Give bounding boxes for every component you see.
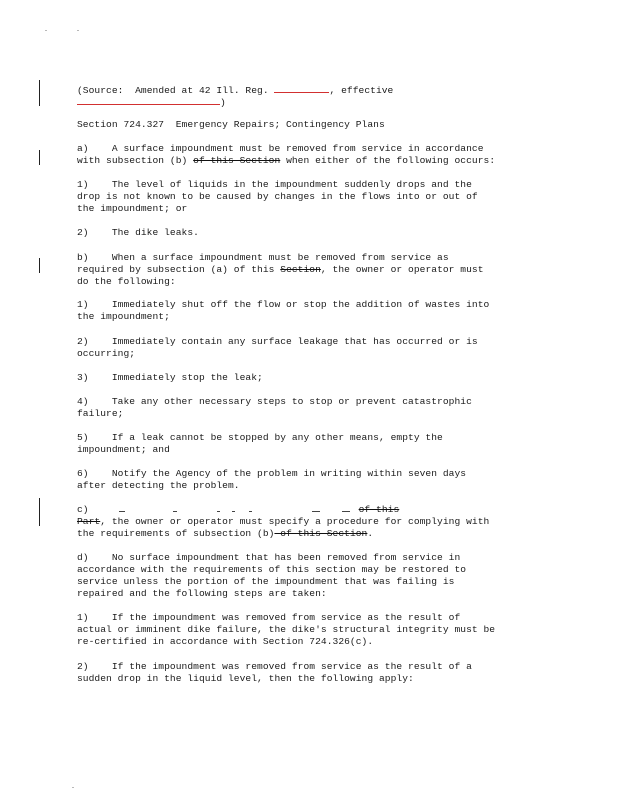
para-b4-line2: failure; <box>77 408 124 419</box>
para-c-label: c) <box>77 504 89 515</box>
para-a1-line1: 1) The level of liquids in the impoundment suddenly drops and the <box>77 179 472 190</box>
para-a2-line1: 2) The dike leaks. <box>77 227 199 238</box>
faded-mark <box>173 505 177 512</box>
change-bar <box>39 80 40 106</box>
para-c-line1 <box>77 504 399 516</box>
source-label: (Source: <box>77 85 124 96</box>
struck-text: of this Section <box>274 528 368 539</box>
para-c-text-pre: the requirements of subsection (b) <box>77 528 275 539</box>
para-a1-line3: the impoundment; or <box>77 203 188 214</box>
para-c-line3 <box>77 528 373 540</box>
para-d-line1: d) No surface impoundment that has been removed from service in <box>77 552 461 563</box>
struck-text: of this Section <box>193 155 281 166</box>
para-d1-line2: actual or imminent dike failure, the dike's structural integrity must be <box>77 624 496 635</box>
para-d-line3: service unless the portion of the impoundment that was failing is <box>77 576 455 587</box>
para-d2-line1: 2) If the impoundment was removed from service as the result of a <box>77 661 472 672</box>
change-bar <box>39 498 40 526</box>
para-b5-line1: 5) If a leak cannot be stopped by any other means, empty the <box>77 432 443 443</box>
para-d-line4: repaired and the following steps are taken: <box>77 588 327 599</box>
para-b-text: required by subsection (a) of this <box>77 264 281 275</box>
para-a-line1: a) A surface impoundment must be removed from service in accordance <box>77 143 484 154</box>
source-note-line2 <box>77 95 226 109</box>
para-d1-line1: 1) If the impoundment was removed from service as the result of <box>77 612 461 623</box>
scan-speck <box>72 787 74 788</box>
para-b4-line1: 4) Take any other necessary steps to stop or prevent catastrophic <box>77 396 472 407</box>
faded-mark <box>119 505 125 512</box>
para-a-line2 <box>77 155 495 167</box>
faded-mark <box>312 505 320 512</box>
para-b5-line2: impoundment; and <box>77 444 170 455</box>
scan-speck <box>77 30 79 31</box>
register-number-blank <box>274 83 329 93</box>
para-c-line2 <box>77 516 489 528</box>
struck-text: of this <box>358 504 400 515</box>
faded-mark <box>232 505 235 512</box>
source-effective-text: , effective <box>329 85 394 96</box>
para-b6-line1: 6) Notify the Agency of the problem in writing within seven days <box>77 468 467 479</box>
change-bar <box>39 150 40 165</box>
source-closing-paren: ) <box>220 97 226 108</box>
faded-mark <box>217 505 220 512</box>
para-b-line3: do the following: <box>77 276 176 287</box>
para-b2-line2: occurring; <box>77 348 136 359</box>
para-b2-line1: 2) Immediately contain any surface leakage that has occurred or is <box>77 336 478 347</box>
para-b-line1: b) When a surface impoundment must be removed from service as <box>77 252 449 263</box>
faded-mark <box>342 505 350 512</box>
para-b1-line1: 1) Immediately shut off the flow or stop the addition of wastes into <box>77 299 490 310</box>
para-b-line2 <box>77 264 484 276</box>
para-d-line2: accordance with the requirements of this section may be restored to <box>77 564 467 575</box>
para-d2-line2: sudden drop in the liquid level, then the following apply: <box>77 673 414 684</box>
para-b-text-post: , the owner or operator must <box>320 264 484 275</box>
para-b1-line2: the impoundment; <box>77 311 170 322</box>
scan-speck <box>45 30 47 31</box>
struck-text: Part <box>77 516 101 527</box>
para-d1-line3: re-certified in accordance with Section 724.326(c). <box>77 636 374 647</box>
faded-mark <box>249 505 252 512</box>
para-c-text: , the owner or operator must specify a procedure for complying with <box>100 516 490 527</box>
struck-text: Section <box>280 264 321 275</box>
para-c-text-post: . <box>367 528 374 539</box>
effective-date-blank <box>77 95 220 105</box>
change-bar <box>39 258 40 273</box>
para-b6-line2: after detecting the problem. <box>77 480 240 491</box>
para-b3-line1: 3) Immediately stop the leak; <box>77 372 263 383</box>
para-a-text: with subsection (b) <box>77 155 194 166</box>
section-heading: Section 724.327 Emergency Repairs; Contingency Plans <box>77 119 385 130</box>
para-a1-line2: drop is not known to be caused by changes in the flows into or out of <box>77 191 478 202</box>
para-a-text-post: when either of the following occurs: <box>280 155 496 166</box>
source-amended-text: Amended at 42 Ill. Reg. <box>135 85 269 96</box>
